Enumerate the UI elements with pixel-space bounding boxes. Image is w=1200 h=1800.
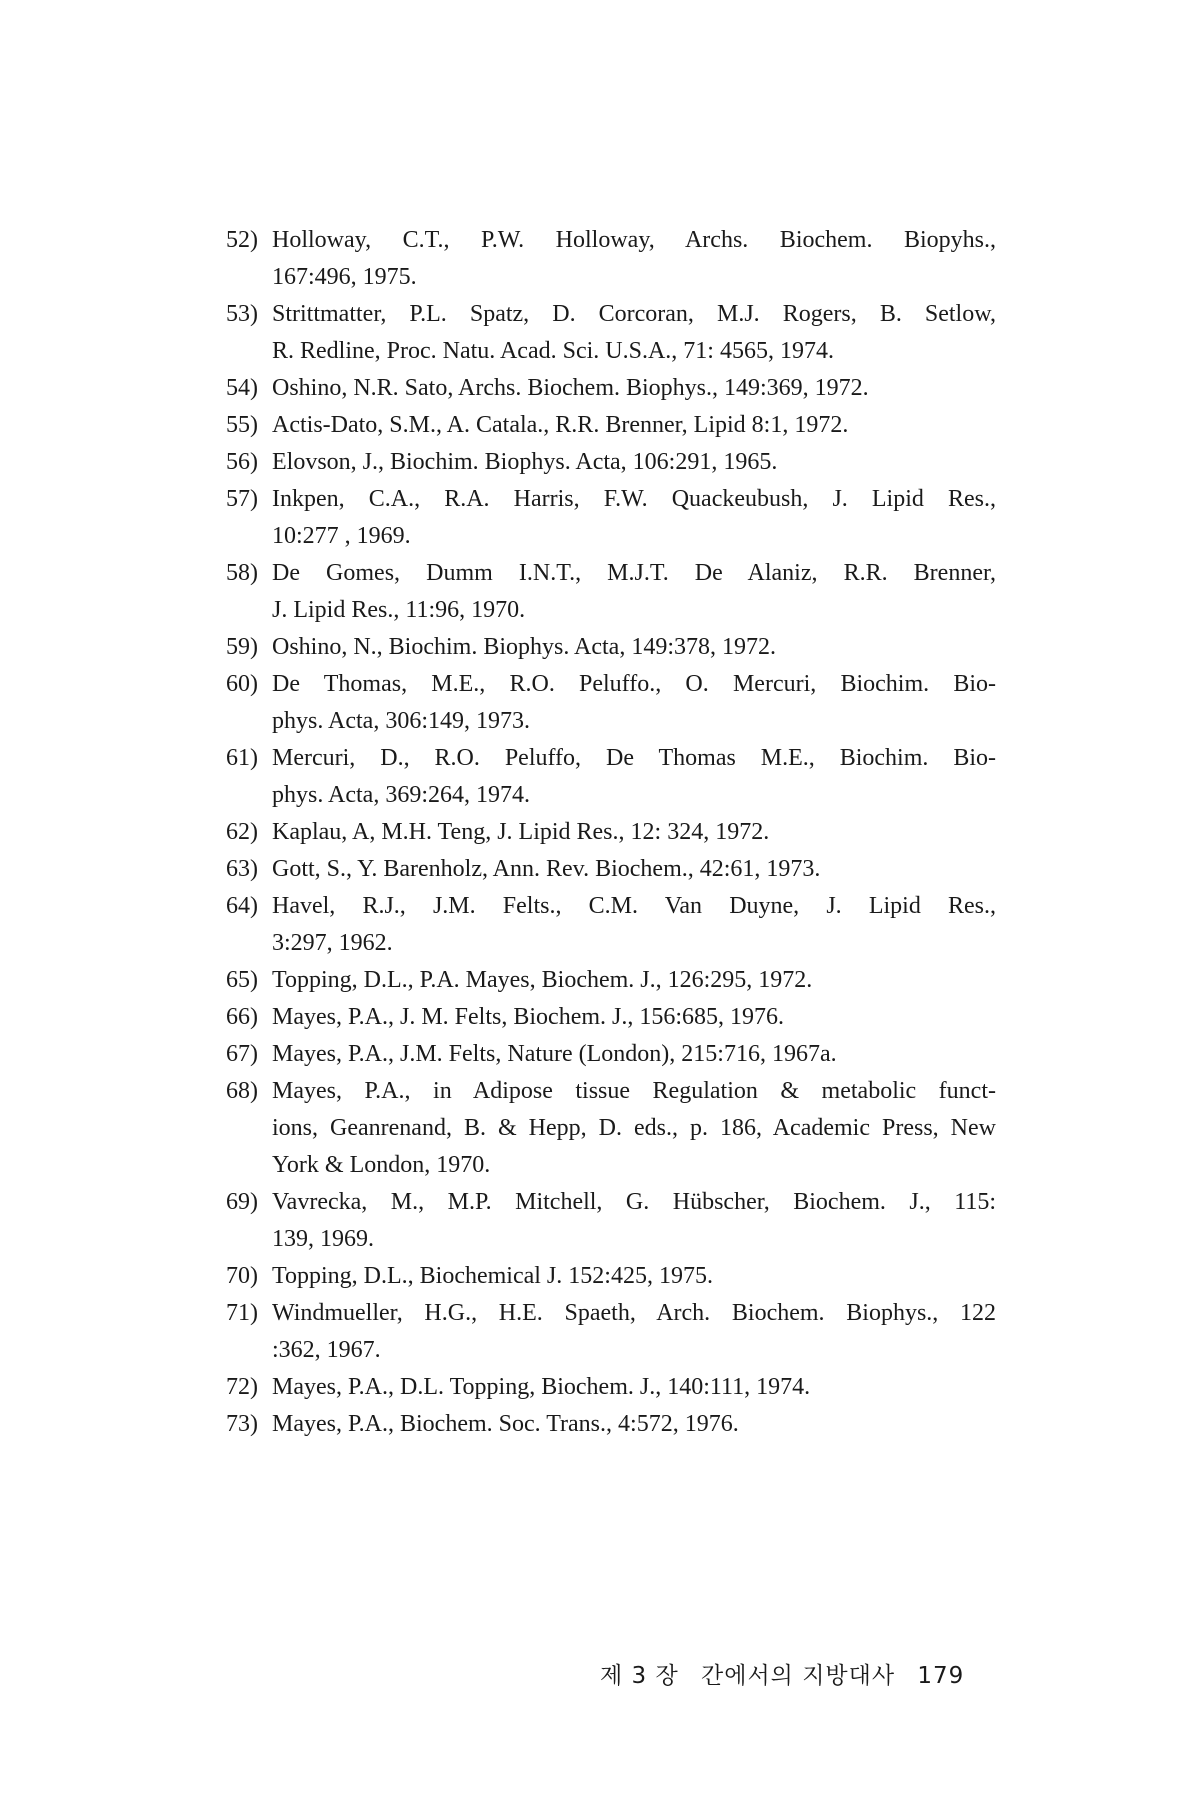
reference-number: 71) — [226, 1300, 258, 1326]
reference-line: De Gomes, Dumm I.N.T., M.J.T. De Alaniz, R.R. Brenner, — [272, 560, 996, 586]
reference-text — [272, 740, 996, 814]
reference-line: Inkpen, C.A., R.A. Harris, F.W. Quackeubush, J. Lipid Res., — [272, 486, 996, 512]
reference-number: 63) — [226, 856, 258, 882]
reference-text — [272, 629, 996, 666]
reference-number: 53) — [226, 301, 258, 327]
reference-line: Mayes, P.A., D.L. Topping, Biochem. J., 140:111, 1974. — [272, 1374, 811, 1400]
reference-line: De Thomas, M.E., R.O. Peluffo., O. Mercuri, Biochim. Bio- — [272, 671, 996, 697]
reference-line: phys. Acta, 306:149, 1973. — [272, 708, 530, 734]
reference-text — [272, 1258, 996, 1295]
reference-line: Topping, D.L., P.A. Mayes, Biochem. J., 126:295, 1972. — [272, 967, 813, 993]
reference-number: 72) — [226, 1374, 258, 1400]
reference-line: Windmueller, H.G., H.E. Spaeth, Arch. Biochem. Biophys., 122 — [272, 1300, 996, 1326]
reference-number: 60) — [226, 671, 258, 697]
reference-text — [272, 1073, 996, 1184]
reference-number: 58) — [226, 560, 258, 586]
reference-text — [272, 444, 996, 481]
reference-text — [272, 888, 996, 962]
reference-line: phys. Acta, 369:264, 1974. — [272, 782, 530, 808]
reference-text — [272, 1406, 996, 1443]
page-footer — [600, 1657, 1000, 1690]
reference-line: Havel, R.J., J.M. Felts., C.M. Van Duyne, J. Lipid Res., — [272, 893, 996, 919]
reference-item — [226, 1073, 996, 1184]
reference-text — [272, 555, 996, 629]
reference-text — [272, 1036, 996, 1073]
reference-item — [226, 1258, 996, 1295]
reference-number: 65) — [226, 967, 258, 993]
reference-number: 61) — [226, 745, 258, 771]
reference-text — [272, 1369, 996, 1406]
reference-line: York & London, 1970. — [272, 1152, 491, 1178]
reference-number: 68) — [226, 1078, 258, 1104]
reference-line: Kaplau, A, M.H. Teng, J. Lipid Res., 12: 324, 1972. — [272, 819, 770, 845]
reference-line: Mercuri, D., R.O. Peluffo, De Thomas M.E., Biochim. Bio- — [272, 745, 996, 771]
reference-item — [226, 407, 996, 444]
reference-number: 62) — [226, 819, 258, 845]
reference-text — [272, 222, 996, 296]
reference-text — [272, 999, 996, 1036]
reference-item — [226, 222, 996, 296]
reference-item — [226, 1036, 996, 1073]
reference-line: Strittmatter, P.L. Spatz, D. Corcoran, M.J. Rogers, B. Setlow, — [272, 301, 996, 327]
reference-line: Topping, D.L., Biochemical J. 152:425, 1975. — [272, 1263, 713, 1289]
reference-number: 54) — [226, 375, 258, 401]
footer-chapter: 제 3 장 — [600, 1663, 679, 1689]
reference-item — [226, 1184, 996, 1258]
reference-number: 64) — [226, 893, 258, 919]
reference-item — [226, 1295, 996, 1369]
reference-number: 69) — [226, 1189, 258, 1215]
reference-line: 3:297, 1962. — [272, 930, 393, 956]
reference-item — [226, 629, 996, 666]
reference-line: ions, Geanrenand, B. & Hepp, D. eds., p. 186, Academic Press, New — [272, 1115, 996, 1141]
reference-item — [226, 814, 996, 851]
reference-item — [226, 481, 996, 555]
reference-number: 73) — [226, 1411, 258, 1437]
reference-line: 139, 1969. — [272, 1226, 374, 1252]
reference-number: 66) — [226, 1004, 258, 1030]
reference-item — [226, 296, 996, 370]
reference-text — [272, 296, 996, 370]
reference-item — [226, 851, 996, 888]
reference-number: 55) — [226, 412, 258, 438]
reference-list — [226, 222, 996, 1443]
reference-line: 167:496, 1975. — [272, 264, 417, 290]
reference-line: Mayes, P.A., Biochem. Soc. Trans., 4:572, 1976. — [272, 1411, 739, 1437]
reference-number: 52) — [226, 227, 258, 253]
reference-line: Vavrecka, M., M.P. Mitchell, G. Hübscher, Biochem. J., 115: — [272, 1189, 996, 1215]
reference-number: 59) — [226, 634, 258, 660]
reference-text — [272, 1295, 996, 1369]
reference-item — [226, 999, 996, 1036]
footer-title: 간에서의 지방대사 — [701, 1663, 896, 1689]
reference-item — [226, 962, 996, 999]
reference-item — [226, 1406, 996, 1443]
reference-number: 67) — [226, 1041, 258, 1067]
reference-item — [226, 444, 996, 481]
reference-item — [226, 555, 996, 629]
reference-text — [272, 851, 996, 888]
reference-text — [272, 1184, 996, 1258]
reference-item — [226, 1369, 996, 1406]
reference-text — [272, 370, 996, 407]
reference-item — [226, 370, 996, 407]
reference-text — [272, 407, 996, 444]
reference-line: Oshino, N.R. Sato, Archs. Biochem. Biophys., 149:369, 1972. — [272, 375, 869, 401]
reference-line: Mayes, P.A., J. M. Felts, Biochem. J., 156:685, 1976. — [272, 1004, 785, 1030]
reference-line: 10:277 , 1969. — [272, 523, 411, 549]
reference-number: 70) — [226, 1263, 258, 1289]
reference-line: Oshino, N., Biochim. Biophys. Acta, 149:378, 1972. — [272, 634, 776, 660]
reference-line: Actis-Dato, S.M., A. Catala., R.R. Brenner, Lipid 8:1, 1972. — [272, 412, 849, 438]
reference-line: Mayes, P.A., J.M. Felts, Nature (London), 215:716, 1967a. — [272, 1041, 837, 1067]
reference-line: Mayes, P.A., in Adipose tissue Regulation & metabolic funct- — [272, 1078, 996, 1104]
reference-line: Elovson, J., Biochim. Biophys. Acta, 106:291, 1965. — [272, 449, 778, 475]
reference-text — [272, 814, 996, 851]
reference-item — [226, 740, 996, 814]
reference-text — [272, 666, 996, 740]
reference-number: 56) — [226, 449, 258, 475]
reference-item — [226, 666, 996, 740]
reference-line: Gott, S., Y. Barenholz, Ann. Rev. Biochem., 42:61, 1973. — [272, 856, 821, 882]
reference-text — [272, 962, 996, 999]
reference-line: Holloway, C.T., P.W. Holloway, Archs. Biochem. Biopyhs., — [272, 227, 996, 253]
reference-item — [226, 888, 996, 962]
reference-line: :362, 1967. — [272, 1337, 381, 1363]
reference-number: 57) — [226, 486, 258, 512]
reference-line: J. Lipid Res., 11:96, 1970. — [272, 597, 526, 623]
reference-text — [272, 481, 996, 555]
reference-line: R. Redline, Proc. Natu. Acad. Sci. U.S.A., 71: 4565, 1974. — [272, 338, 834, 364]
page-number: 179 — [917, 1663, 965, 1689]
